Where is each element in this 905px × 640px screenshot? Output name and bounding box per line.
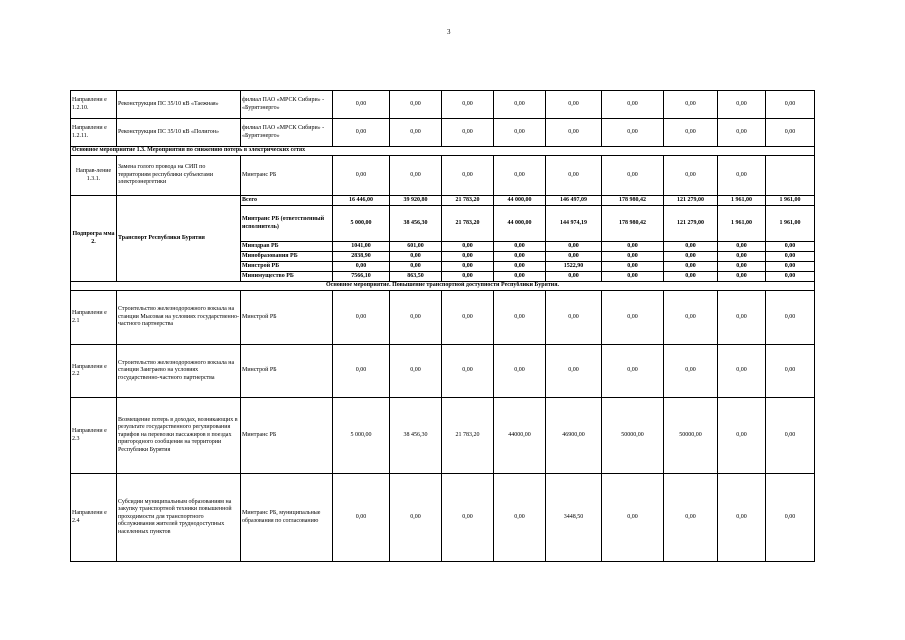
value-cell: 0,00 bbox=[766, 91, 815, 119]
value-cell: 0,00 bbox=[664, 91, 718, 119]
row-executor: филиал ПАО «МРСК Сибири» - «Бурятэнерго» bbox=[241, 91, 333, 119]
value-cell: 0,00 bbox=[390, 91, 442, 119]
value-cell: 1 961,00 bbox=[766, 196, 815, 206]
value-cell: 0,00 bbox=[766, 398, 815, 474]
value-cell: 7566,10 bbox=[333, 272, 390, 282]
row-name: Строительство железнодорожного вокзала на станции Заиграево на условиях государственно-частного партнерства bbox=[117, 345, 241, 398]
value-cell: 0,00 bbox=[664, 252, 718, 262]
row-executor: Минимущество РБ bbox=[241, 272, 333, 282]
row-executor: Минстрой РБ bbox=[241, 345, 333, 398]
row-name: Строительство железнодорожного вокзала на станции Мысовая на условиях государственно-частного партнерства bbox=[117, 291, 241, 345]
value-cell: 0,00 bbox=[718, 291, 766, 345]
row-executor: Минтранс РБ, муниципальные образования по согласованию bbox=[241, 474, 333, 562]
row-executor: филиал ПАО «МРСК Сибири» - «Бурятэнерго» bbox=[241, 119, 333, 147]
value-cell: 0,00 bbox=[664, 474, 718, 562]
table-row bbox=[71, 156, 815, 196]
row-name: Возмещение потерь в доходах, возникающих в результате государственного регулирования тарифов на перевозки пассажиров в поездах пригородного сообщения на территории Республики Бурятия bbox=[117, 398, 241, 474]
value-cell: 0,00 bbox=[494, 91, 546, 119]
value-cell: 0,00 bbox=[390, 474, 442, 562]
value-cell: 0,00 bbox=[494, 272, 546, 282]
value-cell: 0,00 bbox=[718, 91, 766, 119]
row-executor: Минобразования РБ bbox=[241, 252, 333, 262]
value-cell: 0,00 bbox=[390, 262, 442, 272]
value-cell: 0,00 bbox=[390, 252, 442, 262]
row-name: Реконструкция ПС 35/10 кВ «Таежная» bbox=[117, 91, 241, 119]
page-number: 3 bbox=[447, 28, 451, 36]
value-cell: 0,00 bbox=[442, 91, 494, 119]
value-cell: 0,00 bbox=[546, 91, 602, 119]
value-cell: 0,00 bbox=[718, 156, 766, 196]
subprogram-code: Подпрогра мма 2. bbox=[71, 196, 117, 282]
row-name: Реконструкция ПС 35/10 кВ «Полигон» bbox=[117, 119, 241, 147]
value-cell: 0,00 bbox=[494, 291, 546, 345]
row-code: Направлени е 2.1 bbox=[71, 291, 117, 345]
value-cell: 38 456,30 bbox=[390, 398, 442, 474]
value-cell: 0,00 bbox=[442, 291, 494, 345]
value-cell: 0,00 bbox=[718, 398, 766, 474]
row-name: Замена голого провода на СИП по территориям республики субъектами электроэнергетики bbox=[117, 156, 241, 196]
row-executor: Минстрой РБ bbox=[241, 291, 333, 345]
value-cell: 0,00 bbox=[494, 474, 546, 562]
value-cell: 0,00 bbox=[546, 272, 602, 282]
value-cell: 0,00 bbox=[664, 291, 718, 345]
row-executor: Минтранс РБ (ответственный исполнитель) bbox=[241, 206, 333, 242]
value-cell: 0,00 bbox=[494, 119, 546, 147]
value-cell: 0,00 bbox=[718, 119, 766, 147]
row-name: Субсидии муниципальным образованиям на закупку транспортной техники повышенной проходимости для транспортного обслуживания жителей труднодоступных населенных пунктов bbox=[117, 474, 241, 562]
value-cell: 0,00 bbox=[333, 91, 390, 119]
row-executor: Всего bbox=[241, 196, 333, 206]
value-cell: 0,00 bbox=[333, 156, 390, 196]
value-cell: 0,00 bbox=[333, 262, 390, 272]
value-cell: 46900,00 bbox=[546, 398, 602, 474]
value-cell: 0,00 bbox=[766, 119, 815, 147]
value-cell: 5 000,00 bbox=[333, 398, 390, 474]
row-code: Направлени е 2.2 bbox=[71, 345, 117, 398]
value-cell: 178 980,42 bbox=[602, 206, 664, 242]
table-row bbox=[71, 474, 815, 562]
value-cell bbox=[766, 156, 815, 196]
value-cell: 601,00 bbox=[390, 242, 442, 252]
value-cell: 0,00 bbox=[718, 474, 766, 562]
value-cell: 0,00 bbox=[546, 242, 602, 252]
value-cell: 863,50 bbox=[390, 272, 442, 282]
value-cell: 21 783,20 bbox=[442, 196, 494, 206]
value-cell: 0,00 bbox=[390, 345, 442, 398]
value-cell: 0,00 bbox=[494, 262, 546, 272]
value-cell: 50000,00 bbox=[664, 398, 718, 474]
value-cell: 0,00 bbox=[442, 474, 494, 562]
value-cell: 146 497,09 bbox=[546, 196, 602, 206]
value-cell: 0,00 bbox=[602, 119, 664, 147]
value-cell: 16 446,00 bbox=[333, 196, 390, 206]
value-cell: 0,00 bbox=[546, 252, 602, 262]
value-cell: 0,00 bbox=[390, 119, 442, 147]
value-cell: 5 000,00 bbox=[333, 206, 390, 242]
subprogram-total-row bbox=[71, 196, 815, 206]
value-cell: 0,00 bbox=[718, 262, 766, 272]
value-cell: 1 961,00 bbox=[766, 206, 815, 242]
value-cell: 21 783,20 bbox=[442, 398, 494, 474]
value-cell: 0,00 bbox=[546, 345, 602, 398]
value-cell: 44 000,00 bbox=[494, 206, 546, 242]
value-cell: 0,00 bbox=[546, 291, 602, 345]
row-code: Направ-ление 1.3.1. bbox=[71, 156, 117, 196]
value-cell: 38 456,30 bbox=[390, 206, 442, 242]
value-cell: 1 961,00 bbox=[718, 196, 766, 206]
value-cell: 0,00 bbox=[442, 272, 494, 282]
section-row bbox=[71, 282, 815, 291]
value-cell: 1522,90 bbox=[546, 262, 602, 272]
value-cell: 0,00 bbox=[442, 119, 494, 147]
value-cell: 0,00 bbox=[766, 252, 815, 262]
value-cell: 2838,90 bbox=[333, 252, 390, 262]
value-cell: 0,00 bbox=[333, 291, 390, 345]
value-cell: 0,00 bbox=[718, 345, 766, 398]
value-cell: 0,00 bbox=[766, 272, 815, 282]
value-cell: 0,00 bbox=[664, 242, 718, 252]
value-cell: 0,00 bbox=[442, 242, 494, 252]
table-row bbox=[71, 91, 815, 119]
value-cell: 121 279,00 bbox=[664, 206, 718, 242]
table-row bbox=[71, 345, 815, 398]
value-cell: 3448,50 bbox=[546, 474, 602, 562]
value-cell: 0,00 bbox=[718, 242, 766, 252]
subprogram-name: Транспорт Республики Бурятия bbox=[117, 196, 241, 282]
value-cell: 0,00 bbox=[602, 242, 664, 252]
value-cell: 0,00 bbox=[664, 262, 718, 272]
program-table bbox=[70, 90, 815, 562]
value-cell: 0,00 bbox=[766, 262, 815, 272]
value-cell: 0,00 bbox=[442, 262, 494, 272]
table-row bbox=[71, 291, 815, 345]
value-cell: 39 920,80 bbox=[390, 196, 442, 206]
value-cell: 0,00 bbox=[664, 119, 718, 147]
value-cell: 0,00 bbox=[602, 262, 664, 272]
value-cell: 1041,00 bbox=[333, 242, 390, 252]
row-executor: Минстрой РБ bbox=[241, 262, 333, 272]
value-cell: 0,00 bbox=[602, 474, 664, 562]
value-cell: 0,00 bbox=[390, 291, 442, 345]
value-cell: 0,00 bbox=[766, 242, 815, 252]
row-executor: Минтранс РБ bbox=[241, 156, 333, 196]
value-cell: 0,00 bbox=[664, 272, 718, 282]
value-cell: 0,00 bbox=[442, 252, 494, 262]
value-cell: 178 980,42 bbox=[602, 196, 664, 206]
row-executor: Минздрав РБ bbox=[241, 242, 333, 252]
section-title: Основное мероприятие 1.3. Мероприятия по снижению потерь в электрических сетях bbox=[71, 147, 815, 156]
value-cell: 44000,00 bbox=[494, 398, 546, 474]
value-cell: 0,00 bbox=[664, 156, 718, 196]
row-code: Направлени е 2.3 bbox=[71, 398, 117, 474]
value-cell: 50000,00 bbox=[602, 398, 664, 474]
value-cell: 0,00 bbox=[602, 291, 664, 345]
value-cell: 0,00 bbox=[766, 291, 815, 345]
row-executor: Минтранс РБ bbox=[241, 398, 333, 474]
value-cell: 0,00 bbox=[333, 345, 390, 398]
value-cell: 0,00 bbox=[333, 119, 390, 147]
value-cell: 0,00 bbox=[494, 252, 546, 262]
value-cell: 1 961,00 bbox=[718, 206, 766, 242]
value-cell: 44 000,00 bbox=[494, 196, 546, 206]
section-title: Основное мероприятие. Повышение транспортной доступности Республики Бурятия. bbox=[71, 282, 815, 291]
value-cell: 0,00 bbox=[494, 345, 546, 398]
value-cell: 0,00 bbox=[766, 474, 815, 562]
value-cell: 121 279,00 bbox=[664, 196, 718, 206]
value-cell: 0,00 bbox=[718, 252, 766, 262]
value-cell: 0,00 bbox=[546, 156, 602, 196]
value-cell: 144 974,19 bbox=[546, 206, 602, 242]
value-cell: 0,00 bbox=[494, 156, 546, 196]
value-cell: 0,00 bbox=[602, 156, 664, 196]
value-cell: 0,00 bbox=[333, 474, 390, 562]
section-row bbox=[71, 147, 815, 156]
row-code: Направлени е 2.4 bbox=[71, 474, 117, 562]
value-cell: 0,00 bbox=[602, 91, 664, 119]
value-cell: 0,00 bbox=[602, 272, 664, 282]
value-cell: 0,00 bbox=[390, 156, 442, 196]
value-cell: 0,00 bbox=[546, 119, 602, 147]
table-row bbox=[71, 119, 815, 147]
value-cell: 0,00 bbox=[602, 345, 664, 398]
value-cell: 0,00 bbox=[442, 156, 494, 196]
value-cell: 0,00 bbox=[664, 345, 718, 398]
value-cell: 21 783,20 bbox=[442, 206, 494, 242]
value-cell: 0,00 bbox=[766, 345, 815, 398]
row-code: Направлени е 1.2.10. bbox=[71, 91, 117, 119]
row-code: Направлени е 1.2.11. bbox=[71, 119, 117, 147]
value-cell: 0,00 bbox=[718, 272, 766, 282]
value-cell: 0,00 bbox=[442, 345, 494, 398]
value-cell: 0,00 bbox=[602, 252, 664, 262]
table-row bbox=[71, 398, 815, 474]
value-cell: 0,00 bbox=[494, 242, 546, 252]
